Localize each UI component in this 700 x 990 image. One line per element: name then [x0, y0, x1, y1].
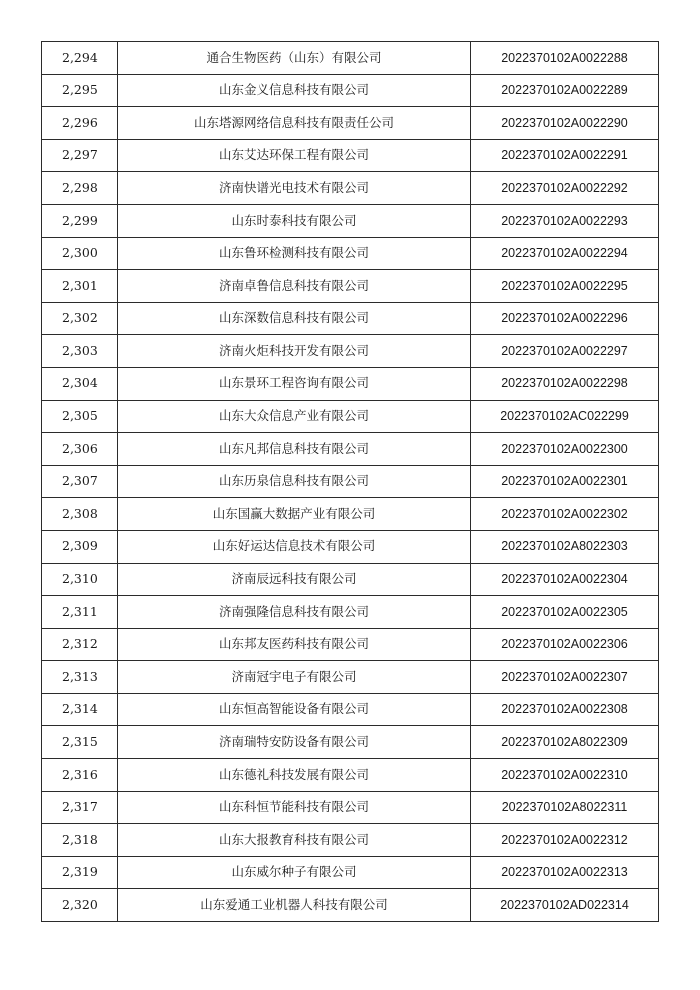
company-name-cell: 山东邦友医药科技有限公司 [118, 628, 471, 661]
registration-number-cell: 2022370102A0022290 [471, 107, 659, 140]
registration-number-cell: 2022370102A0022293 [471, 204, 659, 237]
registration-number-cell: 2022370102A0022302 [471, 498, 659, 531]
table-row [42, 367, 659, 400]
registration-number-cell: 2022370102A0022300 [471, 433, 659, 466]
registry-table-body [42, 42, 659, 922]
row-sequence-number: 2,308 [42, 498, 118, 531]
registration-number-cell: 2022370102AD022314 [471, 889, 659, 922]
row-sequence-number: 2,299 [42, 204, 118, 237]
row-sequence-number: 2,320 [42, 889, 118, 922]
company-name-cell: 山东威尔种子有限公司 [118, 856, 471, 889]
row-sequence-number: 2,304 [42, 367, 118, 400]
row-sequence-number: 2,317 [42, 791, 118, 824]
table-row [42, 139, 659, 172]
company-name-cell: 济南瑞特安防设备有限公司 [118, 726, 471, 759]
registration-number-cell: 2022370102A0022294 [471, 237, 659, 270]
registration-number-cell: 2022370102A0022304 [471, 563, 659, 596]
company-name-cell: 山东鲁环检测科技有限公司 [118, 237, 471, 270]
row-sequence-number: 2,315 [42, 726, 118, 759]
row-sequence-number: 2,297 [42, 139, 118, 172]
row-sequence-number: 2,314 [42, 693, 118, 726]
row-sequence-number: 2,307 [42, 465, 118, 498]
registration-number-cell: 2022370102A0022312 [471, 824, 659, 857]
row-sequence-number: 2,316 [42, 759, 118, 792]
row-sequence-number: 2,301 [42, 270, 118, 303]
registry-table [41, 41, 659, 922]
table-row [42, 400, 659, 433]
table-row [42, 856, 659, 889]
table-row [42, 42, 659, 75]
row-sequence-number: 2,313 [42, 661, 118, 694]
company-name-cell: 山东金义信息科技有限公司 [118, 74, 471, 107]
table-row [42, 791, 659, 824]
table-row [42, 335, 659, 368]
table-row [42, 563, 659, 596]
row-sequence-number: 2,310 [42, 563, 118, 596]
registration-number-cell: 2022370102A0022289 [471, 74, 659, 107]
registration-number-cell: 2022370102A8022311 [471, 791, 659, 824]
table-row [42, 107, 659, 140]
registration-number-cell: 2022370102A0022297 [471, 335, 659, 368]
company-name-cell: 山东爱通工业机器人科技有限公司 [118, 889, 471, 922]
table-row [42, 693, 659, 726]
company-name-cell: 山东国赢大数据产业有限公司 [118, 498, 471, 531]
registration-number-cell: 2022370102A0022308 [471, 693, 659, 726]
registration-number-cell: 2022370102A0022288 [471, 42, 659, 75]
registration-number-cell: 2022370102A0022310 [471, 759, 659, 792]
registration-number-cell: 2022370102A8022309 [471, 726, 659, 759]
company-name-cell: 山东历泉信息科技有限公司 [118, 465, 471, 498]
row-sequence-number: 2,303 [42, 335, 118, 368]
registration-number-cell: 2022370102A0022292 [471, 172, 659, 205]
company-name-cell: 山东塔源网络信息科技有限责任公司 [118, 107, 471, 140]
company-name-cell: 山东景环工程咨询有限公司 [118, 367, 471, 400]
company-name-cell: 山东大众信息产业有限公司 [118, 400, 471, 433]
company-name-cell: 济南快谱光电技术有限公司 [118, 172, 471, 205]
table-row [42, 596, 659, 629]
row-sequence-number: 2,294 [42, 42, 118, 75]
table-row [42, 661, 659, 694]
registration-number-cell: 2022370102A0022291 [471, 139, 659, 172]
table-row [42, 270, 659, 303]
table-row [42, 74, 659, 107]
company-name-cell: 山东艾达环保工程有限公司 [118, 139, 471, 172]
company-name-cell: 通合生物医药（山东）有限公司 [118, 42, 471, 75]
company-name-cell: 济南强隆信息科技有限公司 [118, 596, 471, 629]
registration-number-cell: 2022370102A0022296 [471, 302, 659, 335]
table-row [42, 889, 659, 922]
registration-number-cell: 2022370102A0022306 [471, 628, 659, 661]
company-name-cell: 山东深数信息科技有限公司 [118, 302, 471, 335]
table-row [42, 204, 659, 237]
company-name-cell: 山东恒高智能设备有限公司 [118, 693, 471, 726]
company-name-cell: 济南辰远科技有限公司 [118, 563, 471, 596]
company-name-cell: 山东凡邦信息科技有限公司 [118, 433, 471, 466]
table-row [42, 726, 659, 759]
company-name-cell: 山东好运达信息技术有限公司 [118, 530, 471, 563]
row-sequence-number: 2,298 [42, 172, 118, 205]
table-row [42, 759, 659, 792]
table-row [42, 628, 659, 661]
table-row [42, 237, 659, 270]
row-sequence-number: 2,296 [42, 107, 118, 140]
row-sequence-number: 2,306 [42, 433, 118, 466]
company-name-cell: 山东大报教育科技有限公司 [118, 824, 471, 857]
registration-number-cell: 2022370102A0022298 [471, 367, 659, 400]
registration-number-cell: 2022370102A0022313 [471, 856, 659, 889]
table-row [42, 498, 659, 531]
table-row [42, 530, 659, 563]
table-row [42, 433, 659, 466]
company-name-cell: 山东德礼科技发展有限公司 [118, 759, 471, 792]
table-row [42, 172, 659, 205]
company-name-cell: 济南冠宇电子有限公司 [118, 661, 471, 694]
row-sequence-number: 2,311 [42, 596, 118, 629]
row-sequence-number: 2,319 [42, 856, 118, 889]
row-sequence-number: 2,300 [42, 237, 118, 270]
registration-number-cell: 2022370102A0022295 [471, 270, 659, 303]
registration-number-cell: 2022370102A8022303 [471, 530, 659, 563]
row-sequence-number: 2,302 [42, 302, 118, 335]
registration-number-cell: 2022370102A0022307 [471, 661, 659, 694]
registration-number-cell: 2022370102AC022299 [471, 400, 659, 433]
row-sequence-number: 2,318 [42, 824, 118, 857]
registration-number-cell: 2022370102A0022305 [471, 596, 659, 629]
row-sequence-number: 2,305 [42, 400, 118, 433]
company-name-cell: 济南火炬科技开发有限公司 [118, 335, 471, 368]
row-sequence-number: 2,309 [42, 530, 118, 563]
table-row [42, 465, 659, 498]
table-row [42, 824, 659, 857]
company-name-cell: 山东时泰科技有限公司 [118, 204, 471, 237]
registration-number-cell: 2022370102A0022301 [471, 465, 659, 498]
company-name-cell: 山东科恒节能科技有限公司 [118, 791, 471, 824]
table-row [42, 302, 659, 335]
row-sequence-number: 2,312 [42, 628, 118, 661]
company-name-cell: 济南卓鲁信息科技有限公司 [118, 270, 471, 303]
row-sequence-number: 2,295 [42, 74, 118, 107]
